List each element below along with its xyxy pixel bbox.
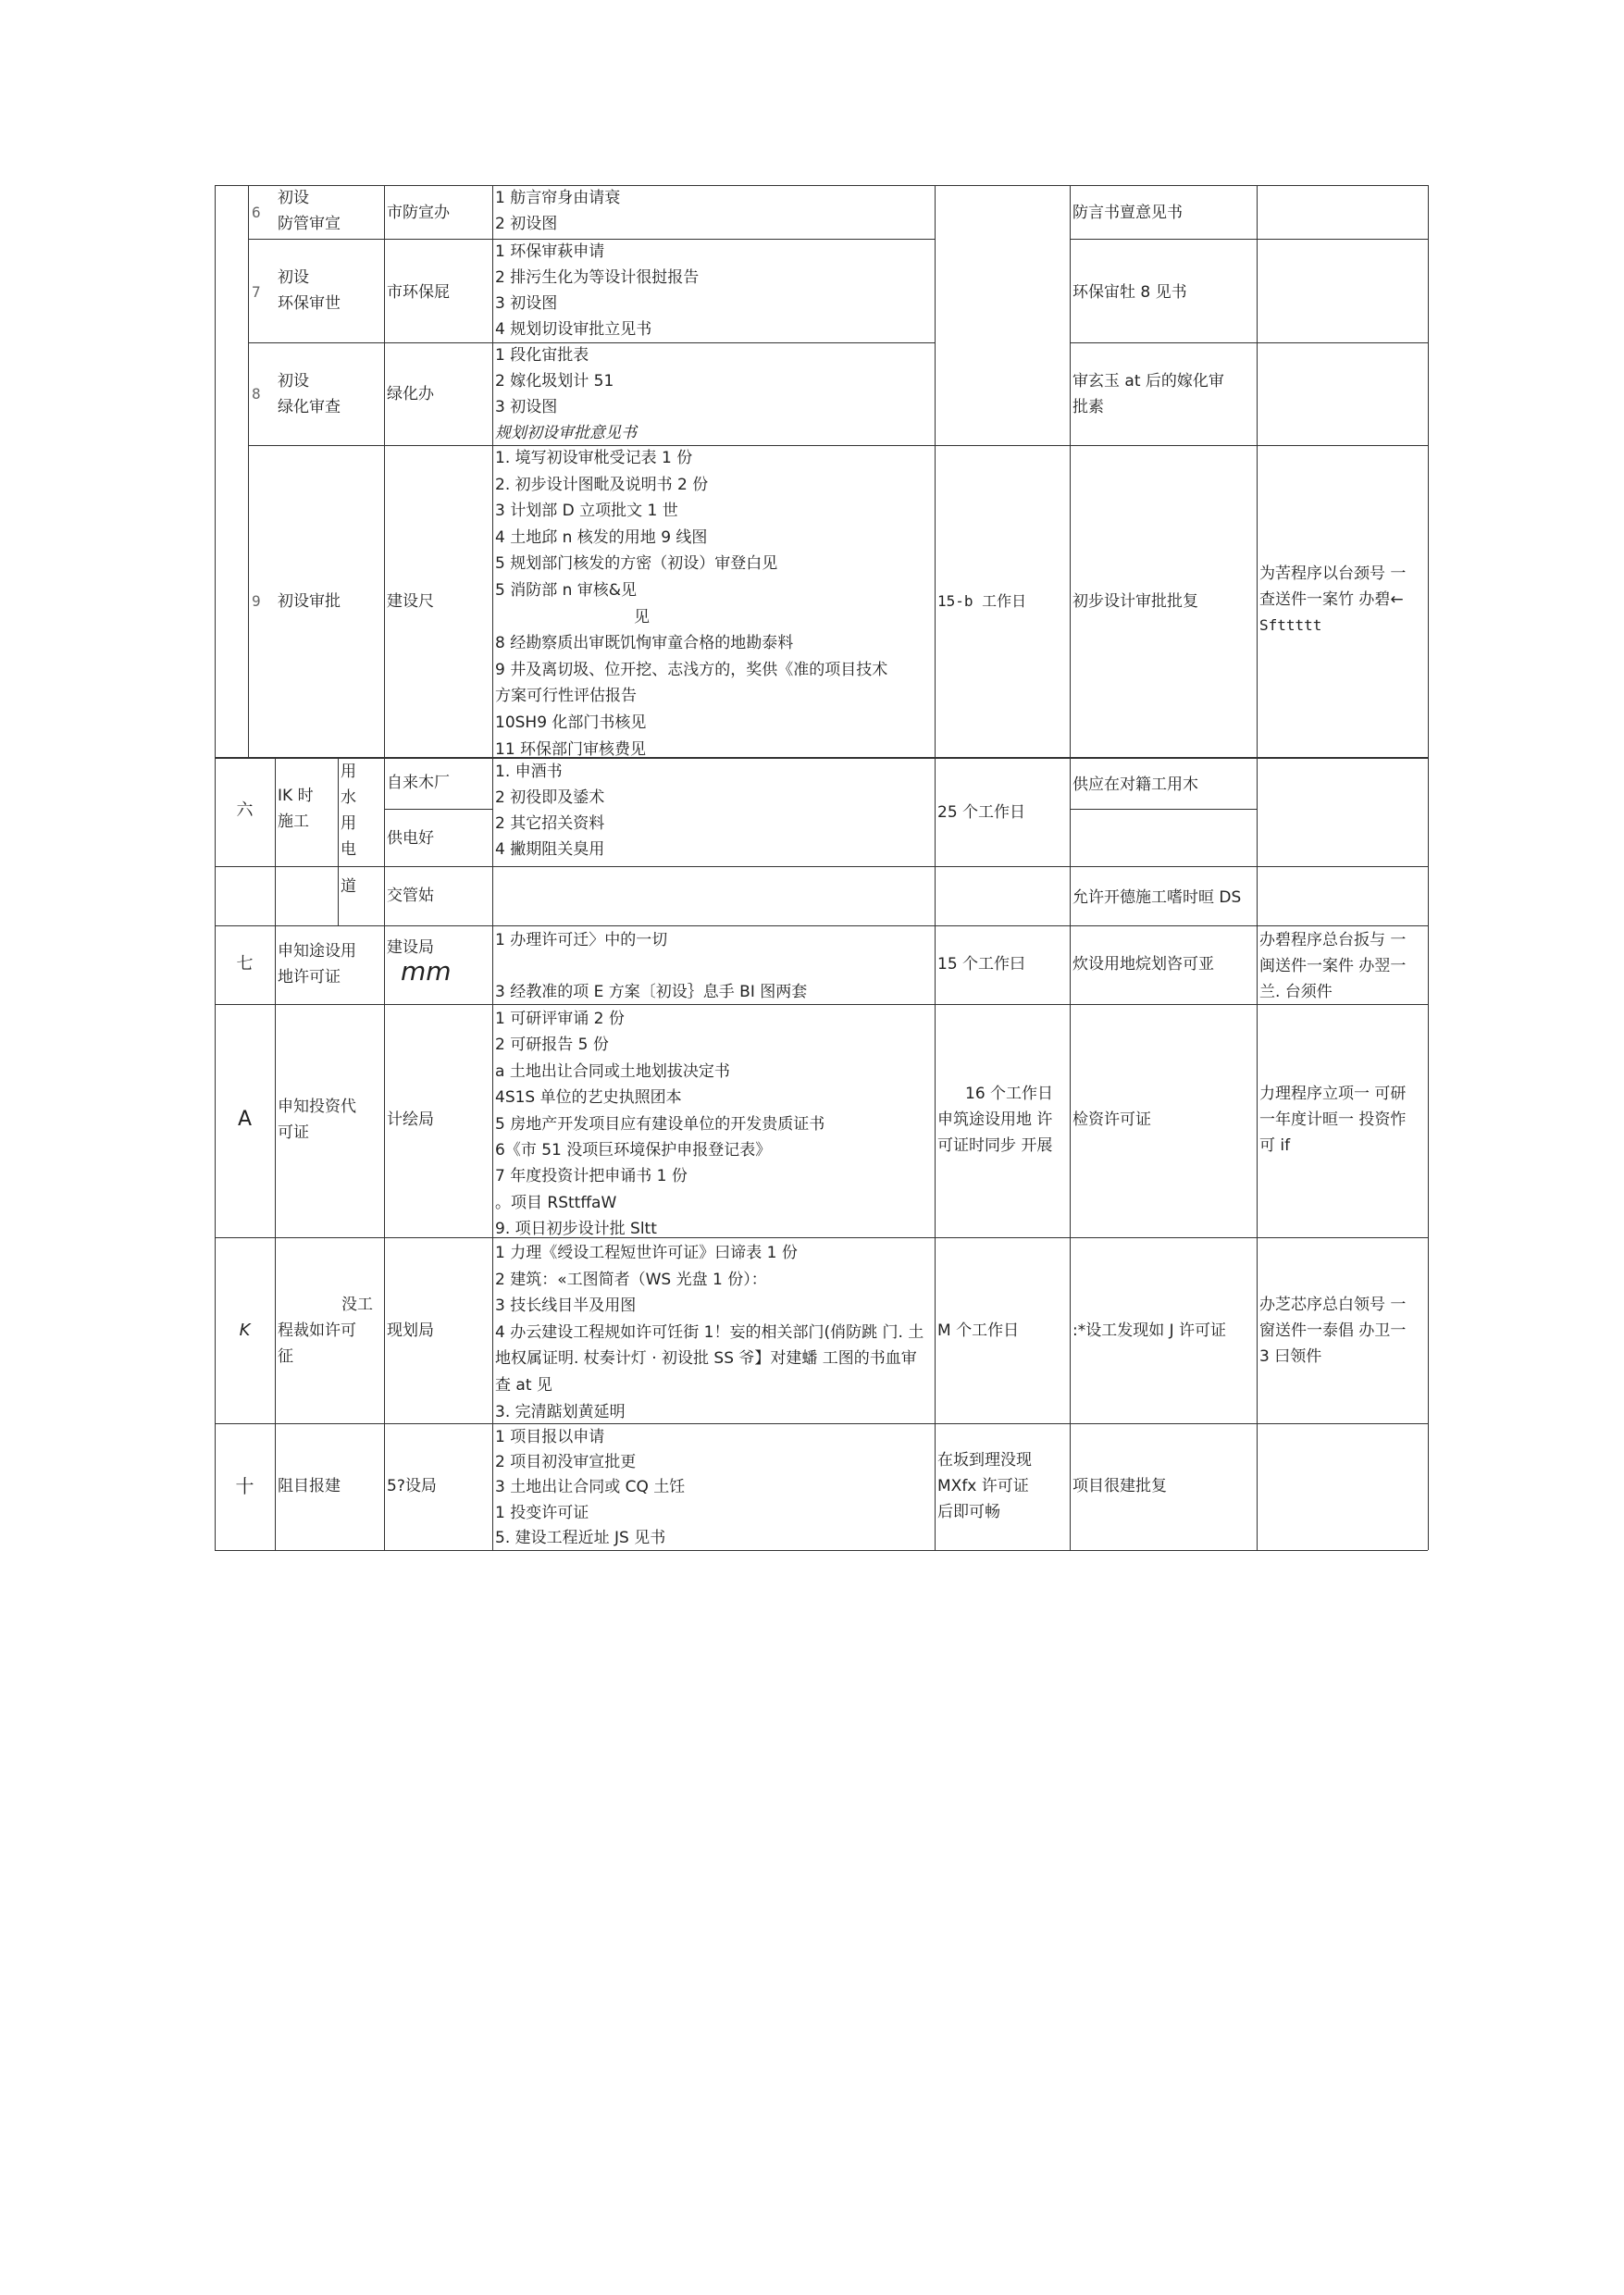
material-line: 5 消防部 n 审核&见 <box>495 581 638 600</box>
note-line: 闽送件一案件 办翌一 <box>1259 957 1407 975</box>
item-name: 申知途设用 <box>278 942 356 961</box>
department: 供电好 <box>387 829 434 848</box>
approval-time: 申筑途设用地 许 <box>937 1110 1053 1129</box>
grid-line <box>492 866 1070 867</box>
item-name: 绿化审查 <box>278 398 341 416</box>
grid-line <box>215 866 384 867</box>
material-line: 3 初设图 <box>495 294 558 313</box>
grid-line <box>935 925 936 1550</box>
row-number: 十 <box>235 1475 254 1497</box>
material-line: 查 at 见 <box>495 1376 552 1395</box>
material-line: 1 可研评审诵 2 份 <box>495 1010 625 1028</box>
result: 审玄玉 at 后的嫁化审 <box>1072 372 1224 391</box>
grid-line <box>492 185 493 757</box>
item-name: 初设 <box>278 268 309 287</box>
material-line: 1 段化宙批表 <box>495 346 589 365</box>
material-line: 见 <box>634 607 650 626</box>
grid-line <box>1257 185 1258 757</box>
grid-line <box>248 342 935 343</box>
row-number: A <box>237 1108 253 1131</box>
material-line: 2 可研报告 5 份 <box>495 1036 609 1055</box>
approval-time: 后即可畅 <box>937 1503 1000 1521</box>
grid-line <box>1070 239 1428 240</box>
department: 计绘局 <box>387 1110 434 1129</box>
grid-line <box>248 185 249 757</box>
material-line: 3 土地出让合同或 CQ 土饪 <box>495 1478 686 1497</box>
material-line: 1 舫言帘身由请衰 <box>495 189 621 207</box>
row-number: 七 <box>236 954 254 974</box>
grid-line <box>215 757 1428 759</box>
approval-time: 可证时同步 开展 <box>937 1136 1053 1155</box>
result: 允许开德施工嗜时晅 DS <box>1072 888 1242 907</box>
material-line: 6《市 51 没项巨环境保护申报登记表》 <box>495 1141 772 1160</box>
result: 供应在对籍工用木 <box>1072 775 1198 794</box>
item-name: 初设审批 <box>278 592 341 611</box>
row-number: 六 <box>236 800 254 820</box>
material-line: 。项目 RSttffaW <box>495 1193 617 1212</box>
row-number: 7 <box>252 283 261 301</box>
grid-line <box>1070 809 1257 810</box>
material-line: 2 初设图 <box>495 215 558 233</box>
material-line: 2 排污生化为等设计很挝报告 <box>495 268 700 287</box>
material-line: 地权属证明. 杖奏计灯 · 初设批 SS 爷】对建蟠 工图的书血审 <box>495 1349 917 1369</box>
note-line: 3 曰领件 <box>1259 1347 1322 1366</box>
material-line: 2 项目初没审宣批更 <box>495 1453 637 1472</box>
material-line: 3. 完清踮划黄延明 <box>495 1402 626 1421</box>
item-name: 可证 <box>278 1123 309 1142</box>
material-line: 4 规划切设审批立见书 <box>495 320 652 339</box>
grid-line <box>275 925 276 1550</box>
note-line: 为苦程序以台颈号 一 <box>1259 564 1407 583</box>
item-name: 初设 <box>278 372 309 391</box>
approval-time: M 个工作日 <box>937 1321 1020 1340</box>
row-number: K <box>239 1321 251 1340</box>
department: 自来木厂 <box>387 774 450 792</box>
note-line: Sfttttt <box>1259 616 1322 634</box>
grid-line <box>1070 925 1071 1550</box>
material-line: 2 其它招关资料 <box>495 814 605 833</box>
grid-line <box>384 866 492 867</box>
material-line: 1. 申酒书 <box>495 763 563 781</box>
department: 绿化办 <box>387 385 434 403</box>
material-line: 1 办理许可迁〉中的一切 <box>495 931 668 949</box>
approval-time: 25 个工作日 <box>937 803 1026 822</box>
sub-label: 用 <box>341 763 356 781</box>
item-name: 地许可证 <box>278 968 341 986</box>
grid-line <box>215 185 1428 186</box>
grid-line <box>1070 185 1071 757</box>
note-line: 力理程序立项一 可研 <box>1259 1085 1407 1103</box>
material-line: 规划初设审批意见书 <box>495 424 637 442</box>
grid-line <box>492 925 493 1550</box>
material-line: 1 项目报以申请 <box>495 1428 605 1446</box>
result: 检资许可证 <box>1072 1110 1151 1129</box>
sub-label: 电 <box>341 840 356 859</box>
material-line: 2 初役即及鋈术 <box>495 788 605 807</box>
item-name: 程裁如许可 <box>278 1321 356 1340</box>
grid-line <box>1257 757 1258 925</box>
item-name: 申知投资代 <box>278 1098 356 1116</box>
row-number: 6 <box>252 204 261 221</box>
department: 建设尺 <box>387 592 434 611</box>
grid-line <box>215 1550 1428 1551</box>
material-line: 4 土地邱 n 核发的用地 9 线图 <box>495 527 708 547</box>
result: :*设工发现如 J 许可证 <box>1072 1321 1227 1340</box>
approval-time: 15 个工作曰 <box>937 955 1026 974</box>
grid-line <box>215 1237 1428 1238</box>
item-name: IK 时 <box>278 787 314 805</box>
grid-line <box>215 185 216 1550</box>
grid-line <box>384 925 385 1550</box>
grid-line <box>1070 866 1428 867</box>
approval-time: 15-b 工作日 <box>937 592 1027 610</box>
grid-line <box>248 445 1428 446</box>
material-line: 3 初设图 <box>495 398 558 416</box>
material-line: 3 计划部 D 立项批文 1 世 <box>495 502 678 521</box>
item-name: 防管审宣 <box>278 215 341 233</box>
approval-time: 16 个工作日 <box>965 1085 1054 1103</box>
item-name: 环保审世 <box>278 294 341 313</box>
sub-label: 道 <box>341 877 356 896</box>
grid-line <box>492 757 493 925</box>
material-line: 1 环保审萩申请 <box>495 242 605 261</box>
material-line: 5. 建设工程近址 JS 见书 <box>495 1528 666 1547</box>
department: 市环保屁 <box>387 283 450 302</box>
material-line: 9 井及离切圾、位开挖、志浅方的，奖供《准的项目技术 <box>495 660 888 679</box>
material-line: 1 投变许可证 <box>495 1503 589 1522</box>
material-line: 1 力理《绶设工程短世许可证》曰谛表 1 份 <box>495 1244 798 1262</box>
material-line: 2. 初步设计图毗及说明书 2 份 <box>495 475 709 494</box>
department: 交管姑 <box>387 887 434 905</box>
result: 初步设计审批批复 <box>1072 592 1198 611</box>
material-line: 1. 境写初设审枇受记表 1 份 <box>495 449 693 467</box>
material-line: 2 建筑：«工图简者（WS 光盘 1 份）： <box>495 1270 767 1289</box>
grid-line <box>338 757 339 925</box>
item-name: 征 <box>278 1347 293 1366</box>
department: 建设局 <box>387 938 434 957</box>
department: 5?设局 <box>387 1477 437 1495</box>
material-line: 9. 项日初步设计批 Sltt <box>495 1220 657 1239</box>
material-line: 方案可行性评估报告 <box>495 687 637 706</box>
grid-line <box>1257 925 1258 1550</box>
grid-line <box>215 1004 1428 1005</box>
sub-label: 用 <box>341 814 356 833</box>
material-line: 5 房地产开发项目应有建设单位的开发贵质证书 <box>495 1114 825 1134</box>
note-line: 办芝芯序总白领号 一 <box>1259 1296 1407 1314</box>
item-name: 没工 <box>341 1296 373 1314</box>
note-line: 窗送件一泰倡 办卫一 <box>1259 1321 1407 1340</box>
result: 防言书亶意见书 <box>1072 204 1183 222</box>
material-line: 5 规划部门核发的方密（初设）审登白见 <box>495 554 778 574</box>
grid-line <box>384 809 492 810</box>
material-line: 3 经教准的项 E 方案〔初设｝息手 BI 图两套 <box>495 983 808 1001</box>
note-line: 一年度计晅一 投资怍 <box>1259 1110 1407 1129</box>
note-line: 查送件一案竹 办碧← <box>1259 590 1404 609</box>
note-line: 兰. 台须件 <box>1259 983 1333 1001</box>
grid-line <box>1070 342 1428 343</box>
grid-line <box>935 757 936 925</box>
material-line: 11 环保部门审核费见 <box>495 739 647 759</box>
material-line: 2 嫁化圾划计 51 <box>495 372 614 391</box>
result: 炊设用地烷划咨可亚 <box>1072 955 1214 974</box>
note-line: 办碧程序总台扳与 一 <box>1259 931 1407 949</box>
grid-line <box>1428 185 1429 1550</box>
grid-line <box>215 925 1428 926</box>
item-name: 阻目报建 <box>278 1477 341 1495</box>
row-number: 9 <box>252 592 261 610</box>
grid-line <box>935 185 936 757</box>
grid-line <box>215 1423 1428 1424</box>
department: 现划局 <box>387 1321 434 1340</box>
note-line: 可 if <box>1259 1136 1291 1155</box>
result: 项目很建批复 <box>1072 1477 1167 1495</box>
approval-time: MXfx 许可证 <box>937 1477 1029 1495</box>
item-name: 初设 <box>278 189 309 207</box>
sub-label: 水 <box>341 788 356 807</box>
material-line: 4 撇期阻关臭用 <box>495 840 605 859</box>
material-line: a 土地出让合同或土地划拔决定书 <box>495 1061 730 1081</box>
grid-line <box>384 185 385 757</box>
grid-line <box>1070 757 1071 925</box>
material-line: 8 经勘察质出审既饥恂审童合格的地勘泰料 <box>495 634 794 653</box>
department-signature: mm <box>401 956 452 986</box>
material-line: 10SH9 化部门书核见 <box>495 713 647 732</box>
approval-time: 在坂到理没现 <box>937 1451 1032 1470</box>
material-line: 3 技长线目半及用图 <box>495 1296 637 1316</box>
row-number: 8 <box>252 385 261 403</box>
item-name: 施工 <box>278 813 309 831</box>
department: 市防宣办 <box>387 204 450 222</box>
result: 批素 <box>1072 398 1104 416</box>
grid-line <box>384 757 385 925</box>
material-line: 4S1S 单位的艺史执照团本 <box>495 1088 682 1108</box>
result: 环保宙牡 8 见书 <box>1072 283 1187 302</box>
grid-line <box>275 757 276 925</box>
material-line: 4 办云建设工程规如许可饪街 1！妄的相关部门(俏防跳 门. 土 <box>495 1322 924 1342</box>
material-line: 7 年度投资计把申诵书 1 份 <box>495 1167 688 1186</box>
